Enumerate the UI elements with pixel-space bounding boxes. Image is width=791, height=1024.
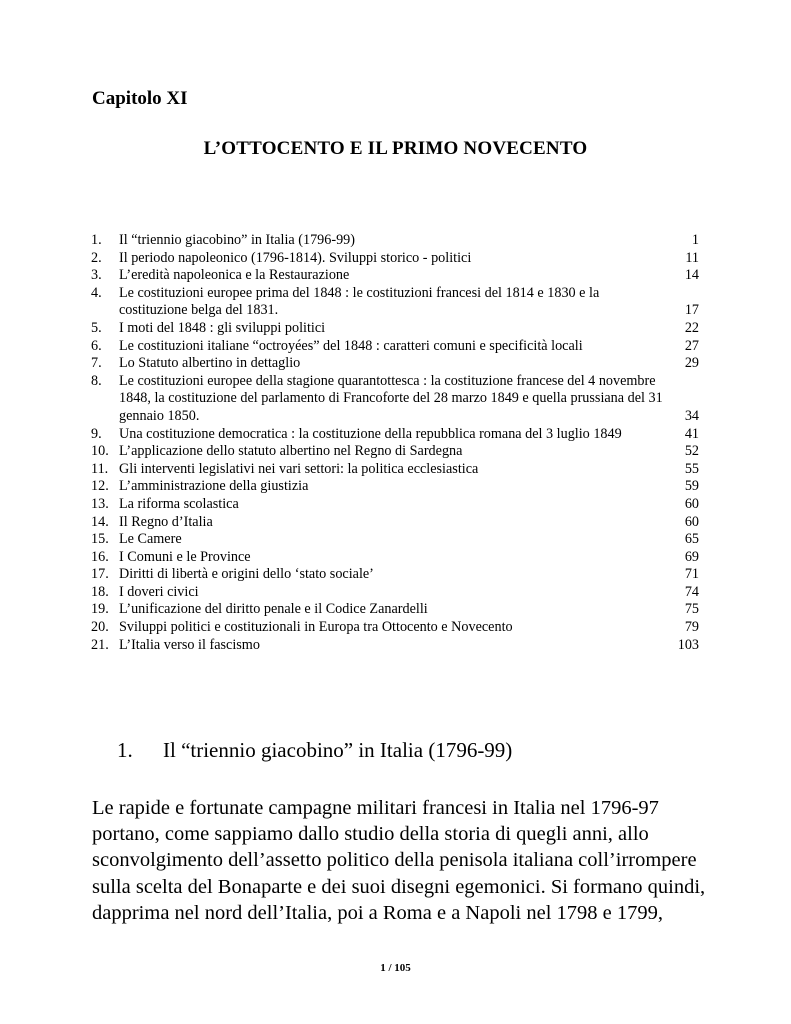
toc-entry-number: 9. — [91, 425, 102, 442]
toc-entry — [91, 496, 699, 514]
toc-entry — [91, 549, 699, 567]
toc-entry-page: 60 — [684, 495, 699, 512]
toc-entry-page: 59 — [684, 478, 699, 495]
toc-entry-number: 17. — [91, 566, 109, 583]
toc-entry-title: L’applicazione dello statuto albertino nel Regno di Sardegna — [119, 443, 463, 460]
section-heading — [117, 738, 512, 763]
toc-entry-page: 103 — [677, 636, 699, 653]
section-title: Il “triennio giacobino” in Italia (1796-99) — [163, 738, 513, 762]
toc-entry — [91, 355, 699, 373]
toc-entry — [91, 232, 699, 250]
toc-entry-page: 1 — [691, 232, 699, 248]
toc-entry-page: 14 — [684, 267, 699, 284]
toc-entry-title: Le Camere — [119, 531, 182, 548]
chapter-label: Capitolo XI — [92, 88, 188, 109]
toc-entry — [91, 478, 699, 496]
toc-entry — [91, 373, 699, 426]
toc-entry-page: 34 — [684, 407, 699, 424]
toc-entry-title: L’Italia verso il fascismo — [119, 636, 260, 653]
toc-entry-title: Il Regno d’Italia — [119, 513, 213, 530]
toc-entry-number: 11. — [91, 460, 109, 477]
page-footer: 1 / 105 — [380, 962, 411, 974]
toc-entry-page: 52 — [684, 443, 699, 460]
toc-entry-title: Le costituzioni europee della stagione quarantottesca : la costituzione francese del 4 novembre 1848, la costituzione del parlamento di Francoforte del 28 marzo 1849 e quella prussiana del 31 gennaio 1850. — [119, 372, 663, 424]
toc-entry-title: L’eredità napoleonica e la Restaurazione — [119, 267, 350, 284]
toc-entry — [91, 320, 699, 338]
toc-entry-number: 20. — [91, 619, 109, 636]
toc-entry-page: 71 — [684, 566, 699, 583]
body-paragraph: Le rapide e fortunate campagne militari francesi in Italia nel 1796-97 portano, come sappiamo dallo studio della storia di quegli anni, allo sconvolgimento dell’assetto politico della penisola italiana coll’irrompere sulla scelta del Bonaparte e dei suoi disegni egemonici. Si formano quindi, dapprima nel nord dell’Italia, poi a Roma e a Napoli nel 1798 e 1799, — [92, 797, 706, 924]
toc-entry-number: 1. — [91, 232, 102, 248]
toc-entry-number: 8. — [91, 372, 102, 389]
toc-entry — [91, 566, 699, 584]
toc-entry-number: 19. — [91, 601, 109, 618]
toc-entry-title: Sviluppi politici e costituzionali in Europa tra Ottocento e Novecento — [119, 619, 513, 636]
toc-entry-page: 60 — [684, 513, 699, 530]
toc-entry-title: Il periodo napoleonico (1796-1814). Sviluppi storico - politici — [119, 249, 472, 266]
toc-entry-page: 69 — [684, 548, 699, 565]
toc-entry-page: 27 — [684, 337, 699, 354]
toc-entry-title: La riforma scolastica — [119, 495, 239, 512]
toc-entry-number: 18. — [91, 583, 109, 600]
toc-entry-title: I doveri civici — [119, 583, 199, 600]
toc-entry-title: I Comuni e le Province — [119, 548, 251, 565]
toc-entry-number: 21. — [91, 636, 109, 653]
toc-entry — [91, 426, 699, 444]
toc-entry-number: 2. — [91, 249, 102, 266]
toc-entry — [91, 514, 699, 532]
toc-entry-number: 10. — [91, 443, 109, 460]
toc-entry — [91, 250, 699, 268]
toc-entry — [91, 601, 699, 619]
toc-entry — [91, 267, 699, 285]
toc-entry — [91, 461, 699, 479]
toc-entry — [91, 619, 699, 637]
toc-entry-title: L’amministrazione della giustizia — [119, 478, 309, 495]
section-number: 1. — [117, 738, 133, 762]
toc-entry-number: 15. — [91, 531, 109, 548]
toc-entry-title: Le costituzioni europee prima del 1848 : le costituzioni francesi del 1814 e 1830 e la costituzione belga del 1831. — [119, 284, 600, 319]
toc-entry-title: Gli interventi legislativi nei vari settori: la politica ecclesiastica — [119, 460, 479, 477]
toc-entry-number: 3. — [91, 267, 102, 284]
toc-entry-page: 11 — [685, 249, 699, 266]
toc-entry-page: 75 — [684, 601, 699, 618]
toc-entry-page: 17 — [684, 302, 699, 319]
toc-entry-page: 29 — [684, 355, 699, 372]
toc-entry — [91, 584, 699, 602]
toc-entry-number: 4. — [91, 284, 102, 301]
toc-entry — [91, 338, 699, 356]
toc-entry-number: 7. — [91, 355, 102, 372]
toc-entry-number: 5. — [91, 319, 102, 336]
toc-entry-title: Diritti di libertà e origini dello ‘stato sociale’ — [119, 566, 374, 583]
toc-entry — [91, 285, 699, 320]
toc-entry-title: Una costituzione democratica : la costituzione della repubblica romana del 3 luglio 1849 — [119, 425, 622, 442]
toc-entry-page: 74 — [684, 583, 699, 600]
toc-entry-title: Il “triennio giacobino” in Italia (1796-99) — [119, 232, 355, 248]
toc-entry-title: Le costituzioni italiane “octroyées” del 1848 : caratteri comuni e specificità locali — [119, 337, 583, 354]
toc-entry-page: 65 — [684, 531, 699, 548]
toc-entry-page: 79 — [684, 619, 699, 636]
toc-entry — [91, 443, 699, 461]
toc-entry-number: 13. — [91, 495, 109, 512]
chapter-title: L’OTTOCENTO E IL PRIMO NOVECENTO — [203, 138, 588, 159]
toc-entry-title: Lo Statuto albertino in dettaglio — [119, 355, 301, 372]
toc-entry-number: 14. — [91, 513, 109, 530]
table-of-contents — [91, 232, 699, 654]
toc-entry-page: 55 — [684, 460, 699, 477]
toc-entry-number: 16. — [91, 548, 109, 565]
toc-entry-page: 41 — [684, 425, 699, 442]
toc-entry — [91, 531, 699, 549]
toc-entry-title: L’unificazione del diritto penale e il Codice Zanardelli — [119, 601, 428, 618]
toc-entry — [91, 637, 699, 655]
toc-entry-page: 22 — [684, 319, 699, 336]
toc-entry-number: 6. — [91, 337, 102, 354]
toc-entry-number: 12. — [91, 478, 109, 495]
toc-entry-title: I moti del 1848 : gli sviluppi politici — [119, 319, 326, 336]
